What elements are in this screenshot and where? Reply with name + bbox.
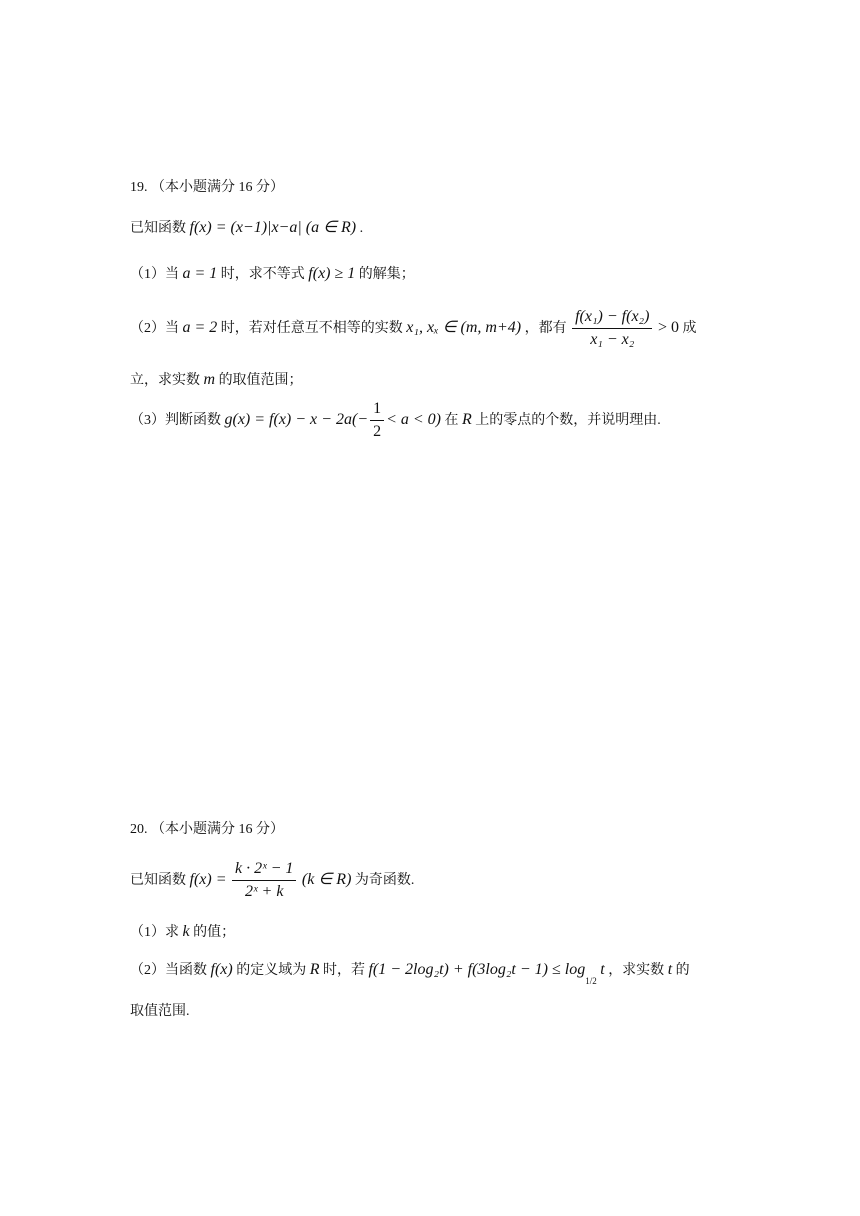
q19-p3-frac-den: 2 (373, 423, 382, 441)
q19-p2-mid2: ，都有 (524, 321, 567, 336)
q19-part2-cont (130, 370, 303, 391)
q19-p3-func: g(x) = f(x) − x − 2a(− (224, 411, 369, 428)
q20-stem-cond: (k ∈ R) (301, 871, 352, 888)
q20-p2-mid: 的定义域为 (236, 963, 307, 978)
q19-p1-ineq: f(x) ≥ 1 (308, 265, 356, 282)
q19-p2-mid: 时，若对任意互不相等的实数 (220, 321, 403, 336)
q19-p1-suffix: 的解集； (358, 267, 415, 282)
q19-header: 19. （本小题满分 16 分） (130, 180, 284, 195)
q19-p2-gt: > 0 (657, 319, 679, 336)
q19-p2-vars: x₁, xₓ ∈ (m, m+4) (406, 319, 522, 336)
q19-p3-frac-num: 1 (370, 399, 384, 421)
q20-p1-k: k (182, 923, 190, 940)
q20-stem (130, 858, 414, 903)
q19-stem (130, 218, 363, 239)
q20-p2-ineq: f(1 − 2log₂t) + f(3log₂t − 1) ≤ log (368, 961, 586, 978)
q19-p2-cont: 立，求实数 (130, 373, 200, 388)
q20-header: 20. （本小题满分 16 分） (130, 822, 284, 837)
q20-p1-suffix: 的值； (193, 925, 236, 940)
q20-p1-prefix: （1）求 (130, 925, 179, 940)
q19-p3-fraction (370, 399, 384, 442)
q20-p2-mid3: ，求实数 (608, 963, 665, 978)
q19-p1-prefix: （1）当 (130, 267, 179, 282)
q20-part2 (130, 960, 690, 986)
q20-p2-t: t (667, 961, 673, 978)
q19-p3-R: R (462, 411, 472, 428)
q20-p2-log-base: 1/2 (585, 976, 597, 986)
q20-p2-R: R (309, 961, 320, 978)
q20-stem-frac-den: 2ˣ + k (245, 883, 284, 901)
q19-p3-prefix: （3）判断函数 (130, 413, 221, 428)
q19-p3-func-end: < a < 0) (386, 411, 441, 428)
q20-p2-log-arg: t (600, 961, 605, 978)
q20-p2-prefix: （2）当函数 (130, 963, 207, 978)
q20-stem-frac-num: k · 2ˣ − 1 (232, 859, 296, 881)
q19-p2-end: 成 (682, 321, 697, 336)
q19-p2-frac-den: x₁ − x₂ (590, 331, 635, 349)
q19-p1-mid: 时，求不等式 (220, 267, 305, 282)
q19-p3-suffix: 上的零点的个数，并说明理由. (475, 413, 661, 428)
q20-p2-end: 的 (675, 963, 690, 978)
q19-part3 (130, 398, 661, 443)
q20-stem-suffix: 为奇函数. (354, 873, 415, 888)
q19-p2-frac-num: f(x₁) − f(x₂) (572, 307, 652, 329)
q19-stem-text: 已知函数 (130, 221, 186, 236)
q20-stem-text: 已知函数 (130, 873, 186, 888)
q20-p2-f: f(x) (210, 961, 233, 978)
q20-part2-cont: 取值范围. (130, 1004, 190, 1019)
q19-p2-cond: a = 2 (182, 319, 218, 336)
q19-p2-cont-end: 的取值范围； (218, 373, 303, 388)
q19-stem-period: . (359, 221, 364, 236)
q19-p3-mid: 在 (444, 413, 459, 428)
q20-stem-f: f(x) = (189, 871, 227, 888)
q20-part1 (130, 922, 235, 943)
q19-p2-fraction (572, 307, 652, 350)
q19-p1-cond: a = 1 (182, 265, 218, 282)
q20-p2-mid2: 时，若 (322, 963, 365, 978)
q20-stem-fraction (232, 859, 296, 902)
q19-part2 (130, 306, 696, 351)
q19-part1 (130, 264, 415, 285)
q19-stem-formula: f(x) = (x−1)|x−a| (a ∈ R) (189, 219, 357, 236)
q19-p2-prefix: （2）当 (130, 321, 179, 336)
q19-p2-m: m (203, 371, 216, 388)
